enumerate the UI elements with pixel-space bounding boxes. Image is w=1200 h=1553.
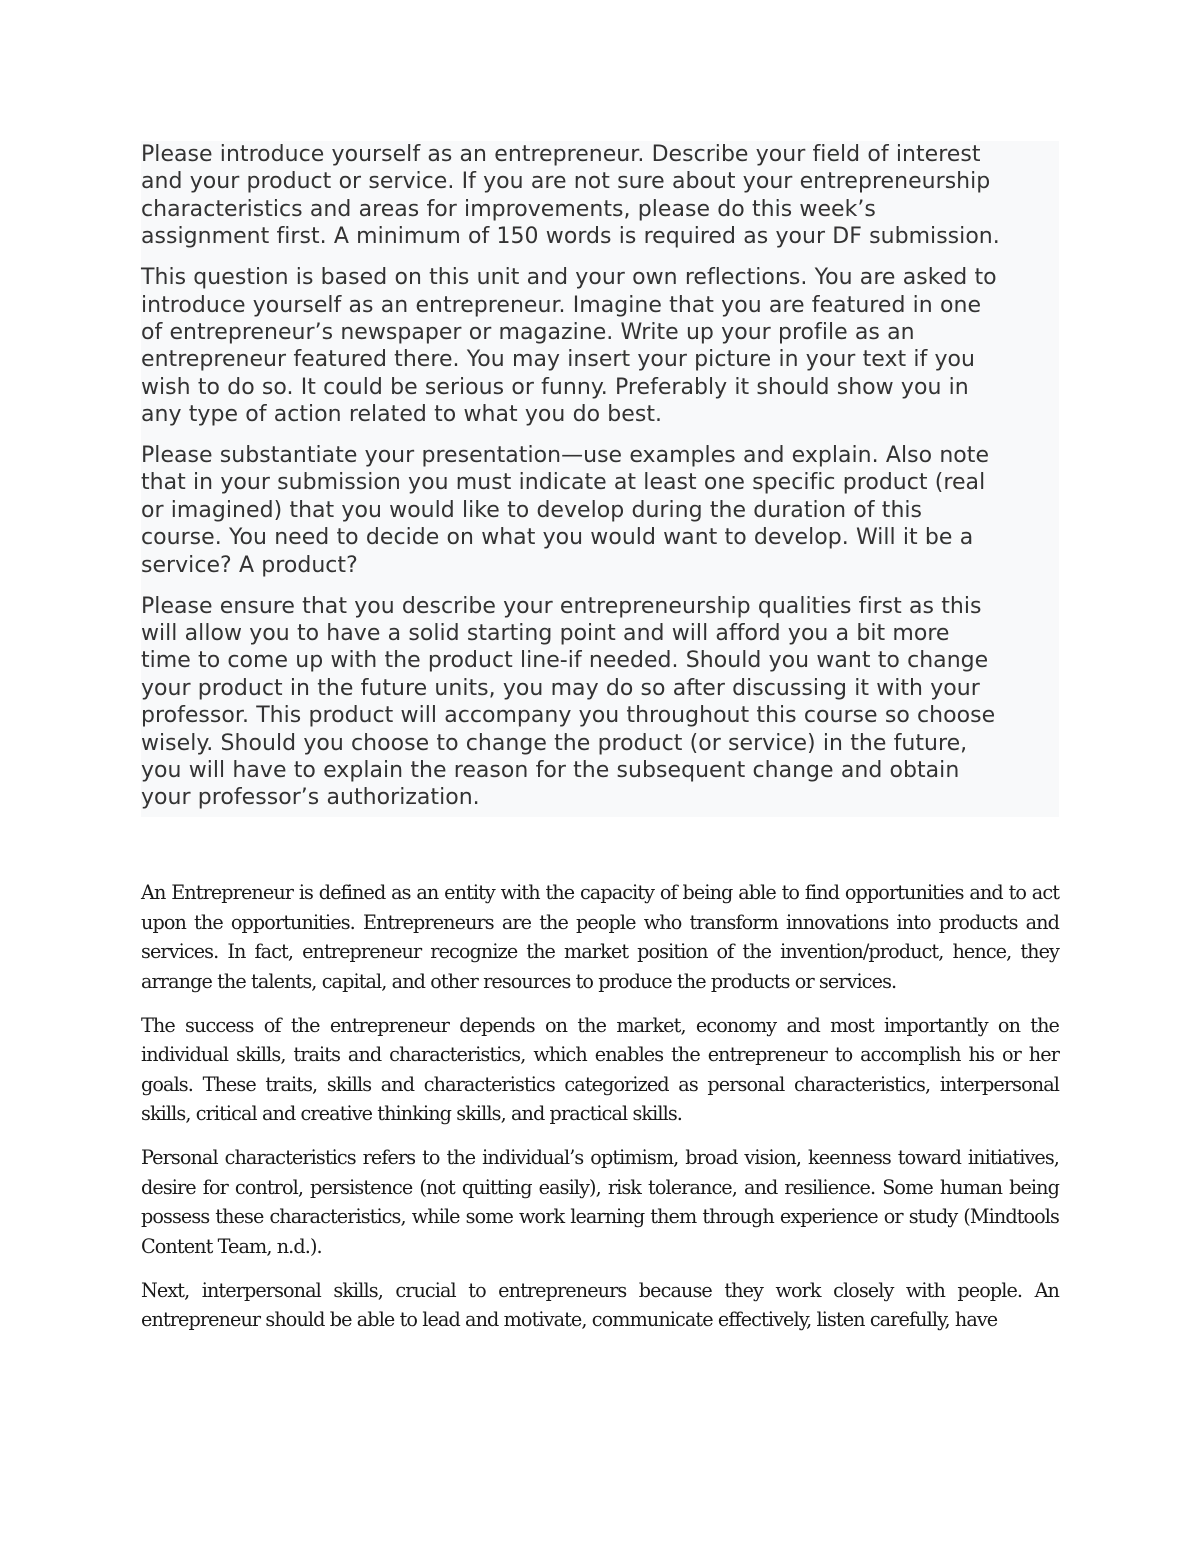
prompt-line: Please introduce yourself as an entrepreneur. Describe your field of interest <box>141 142 981 167</box>
prompt-line: that in your submission you must indicate at least one specific product (real <box>141 470 986 496</box>
prompt-line: and your product or service. If you are not sure about your entrepreneurship <box>141 169 991 195</box>
prompt-line: This question is based on this unit and your own reflections. You are asked to <box>141 265 997 291</box>
prompt-line: introduce yourself as an entrepreneur. Imagine that you are featured in one <box>141 292 982 318</box>
prompt-line: wisely. Should you choose to change the product (or service) in the future, <box>141 730 968 756</box>
prompt-line: characteristics and areas for improvements, please do this week’s <box>141 196 876 222</box>
prompt-line: entrepreneur featured there. You may insert your picture in your text if you <box>141 347 976 373</box>
prompt-line: any type of action related to what you do best. <box>141 402 663 428</box>
response-paragraph-4: Next, interpersonal skills, crucial to entrepreneurs because they work closely with people. An entrepreneur should be able to lead and motivate, communicate effectively, listen carefully, have <box>141 1278 1059 1331</box>
prompt-line: Please substantiate your presentation—use examples and explain. Also note <box>141 443 990 469</box>
response-paragraph-1: An Entrepreneur is defined as an entity with the capacity of being able to find opportunities and to act upon the opportunities. Entrepreneurs are the people who transform innovations into products and services. In fact, entrepreneur recognize the market position of the invention/product, hence, they arrange the talents, capital, and other resources to produce the products or services. <box>141 881 1059 993</box>
response-paragraph-3: Personal characteristics refers to the individual’s optimism, broad vision, keenness toward initiatives, desire for control, persistence (not quitting easily), risk tolerance, and resilience. Some human being possess these characteristics, while some work learning them through experience or study (Mindtools Content Team, n.d.). <box>141 1146 1059 1258</box>
prompt-line: wish to do so. It could be serious or funny. Preferably it should show you in <box>141 374 969 400</box>
assignment-prompt <box>141 141 1059 817</box>
prompt-line: Please ensure that you describe your entrepreneurship qualities first as this <box>141 593 982 619</box>
prompt-line: you will have to explain the reason for the subsequent change and obtain <box>141 758 960 784</box>
prompt-line: professor. This product will accompany you throughout this course so choose <box>141 703 996 729</box>
prompt-paragraph-3 <box>141 442 1059 579</box>
prompt-paragraph-2 <box>141 264 1059 428</box>
prompt-line: your product in the future units, you may do so after discussing it with your <box>141 675 980 701</box>
response-paragraph-2: The success of the entrepreneur depends on the market, economy and most importantly on the individual skills, traits and characteristics, which enables the entrepreneur to accomplish his or her goals. These traits, skills and characteristics categorized as personal characteristics, interpersonal skills, critical and creative thinking skills, and practical skills. <box>141 1013 1059 1125</box>
prompt-line: will allow you to have a solid starting point and will afford you a bit more <box>141 621 950 646</box>
prompt-line: of entrepreneur’s newspaper or magazine. Write up your profile as an <box>141 319 915 345</box>
prompt-line: assignment first. A minimum of 150 words is required as your DF submission. <box>141 224 1000 250</box>
prompt-line: your professor’s authorization. <box>141 785 480 811</box>
prompt-line: or imagined) that you would like to develop during the duration of this <box>141 497 923 523</box>
student-response <box>141 878 1059 1335</box>
prompt-line: course. You need to decide on what you would want to develop. Will it be a <box>141 525 974 551</box>
prompt-paragraph-1 <box>141 141 1059 251</box>
prompt-line: service? A product? <box>141 552 358 578</box>
prompt-paragraph-4 <box>141 593 1059 812</box>
prompt-line: time to come up with the product line-if needed. Should you want to change <box>141 648 989 674</box>
